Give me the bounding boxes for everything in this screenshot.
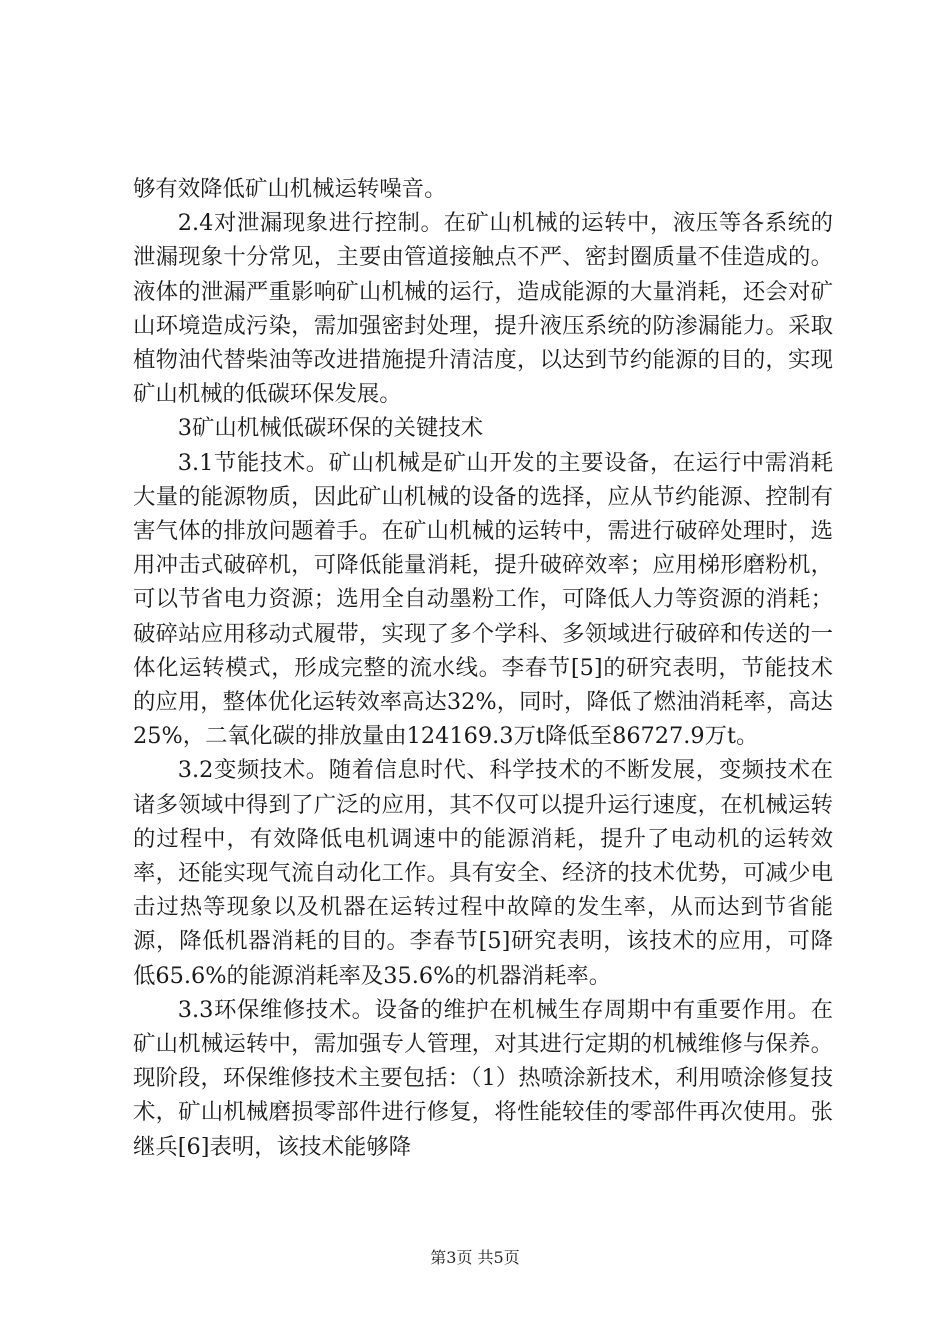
paragraph-3-3-eco-maintenance: 3.3环保维修技术。设备的维护在机械生存周期中有重要作用。在矿山机械运转中，需加强专人管理，对其进行定期的机械维修与保养。现阶段，环保维修技术主要包括：（1）热喷涂新技术，利用喷涂修复技术，矿山机械磨损零部件进行修复，将性能较佳的零部件再次使用。张继兵[6]表明，该技术能够降 bbox=[133, 996, 833, 1160]
paragraph-3-1-energy-saving: 3.1节能技术。矿山机械是矿山开发的主要设备，在运行中需消耗大量的能源物质，因此矿山机械的设备的选择，应从节约能源、控制有害气体的排放问题着手。在矿山机械的运转中，需进行破碎处理时，选用冲击式破碎机，可降低能量消耗，提升破碎效率；应用梯形磨粉机，可以节省电力资源；选用全自动墨粉工作，可降低人力等资源的消耗；破碎站应用移动式履带，实现了多个学科、多领域进行破碎和传送的一体化运转模式，形成完整的流水线。李春节[5]的研究表明，节能技术的应用，整体优化运转效率高达32%，同时，降低了燃油消耗率，高达25%，二氧化碳的排放量由124169.3万t降低至86727.9万t。 bbox=[133, 449, 833, 750]
document-body bbox=[133, 172, 833, 1164]
paragraph-continued: 够有效降低矿山机械运转噪音。 bbox=[133, 176, 447, 202]
paragraph-2-4-leak-control: 2.4对泄漏现象进行控制。在矿山机械的运转中，液压等各系统的泄漏现象十分常见，主要由管道接触点不严、密封圈质量不佳造成的。液体的泄漏严重影响矿山机械的运行，造成能源的大量消耗，还会对矿山环境造成污染，需加强密封处理，提升液压系统的防渗漏能力。采取植物油代替柴油等改进措施提升清洁度，以达到节约能源的目的，实现矿山机械的低碳环保发展。 bbox=[133, 210, 833, 408]
paragraph-3-2-frequency-conversion: 3.2变频技术。随着信息时代、科学技术的不断发展，变频技术在诸多领域中得到了广泛的应用，其不仅可以提升运行速度，在机械运转的过程中，有效降低电机调速中的能源消耗，提升了电动机的运转效率，还能实现气流自动化工作。具有安全、经济的技术优势，可减少电击过热等现象以及机器在运转过程中故障的发生率，从而达到节省能源，降低机器消耗的目的。李春节[5]研究表明，该技术的应用，可降低65.6%的能源消耗率及35.6%的机器消耗率。 bbox=[133, 757, 833, 989]
page-number-footer: 第3页 共5页 bbox=[430, 1248, 520, 1267]
section-heading-3: 3矿山机械低碳环保的关键技术 bbox=[177, 415, 484, 442]
